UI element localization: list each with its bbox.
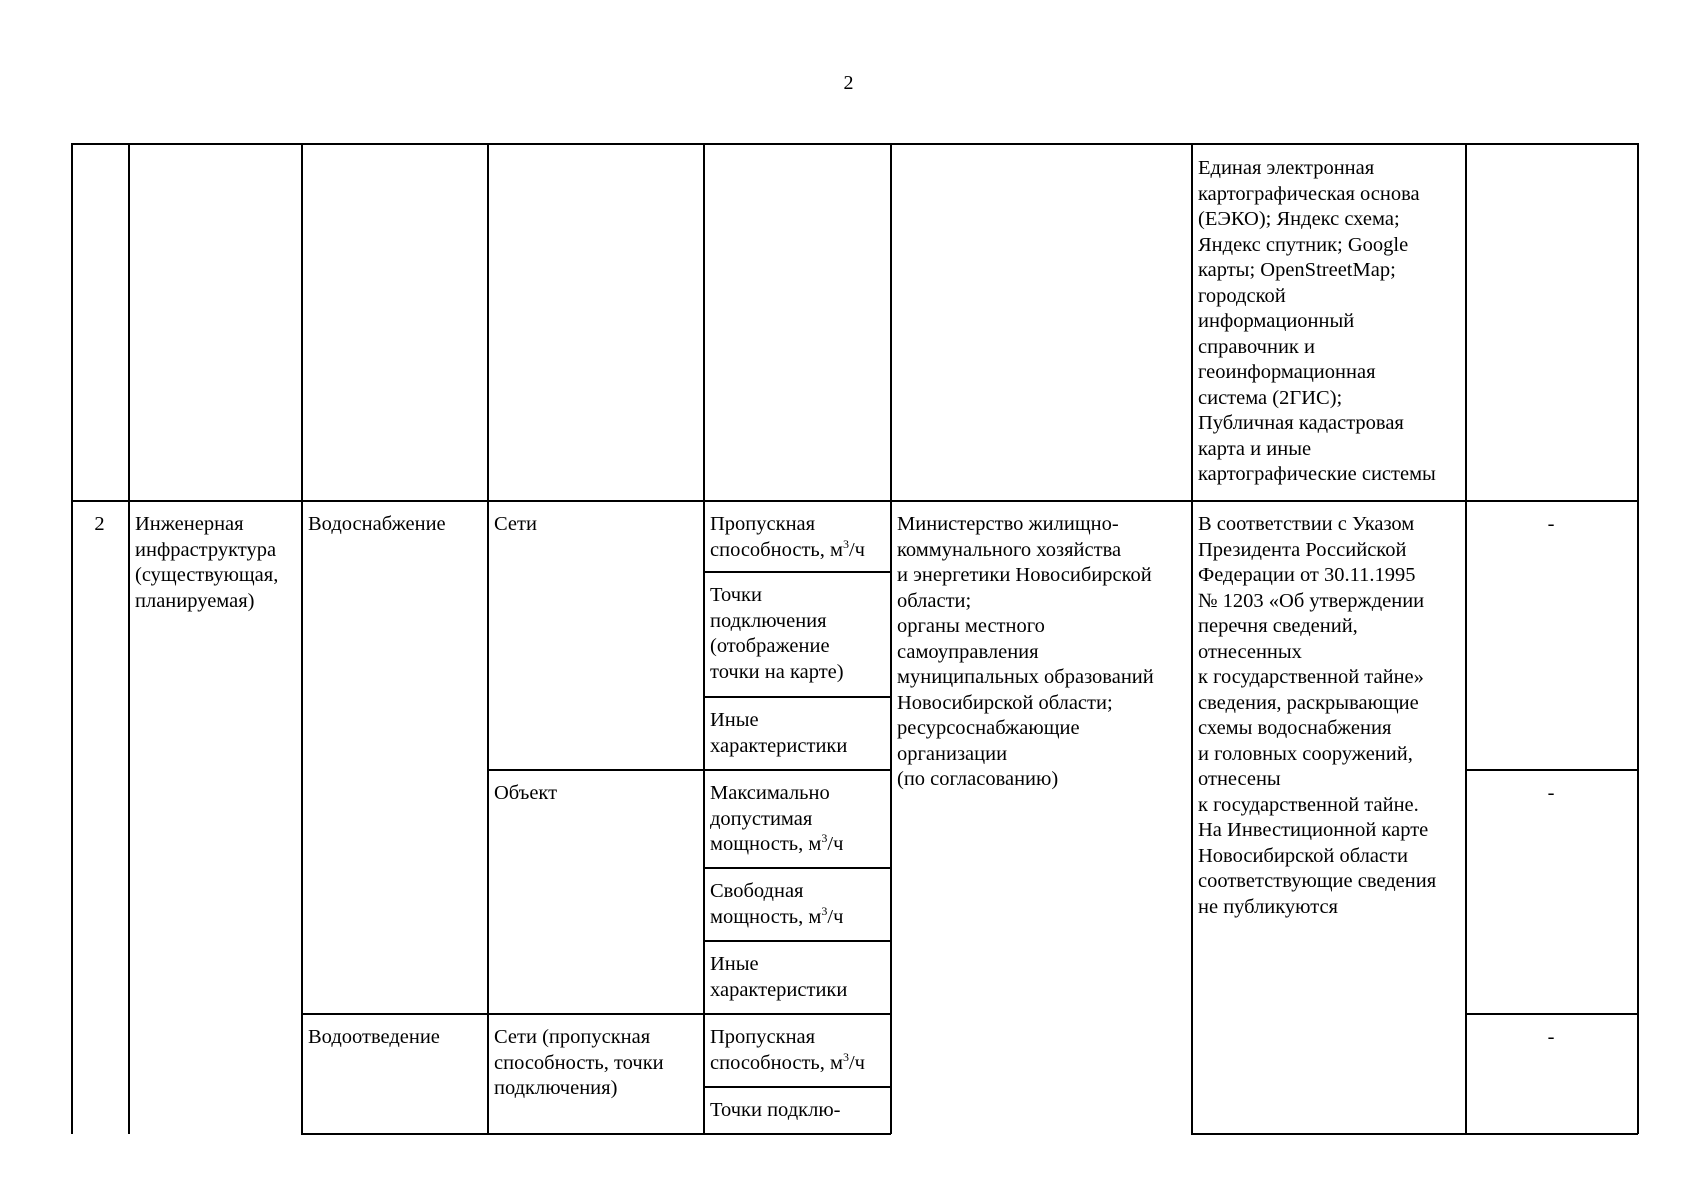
column-divider [71,143,73,1134]
drainage-capacity-cell: Пропускная способность, $м^3/ч$ [710,1026,865,1074]
responsible-cell: Министерство жилищно- коммунального хозяйства и энергетики Новосибирской области; органы местного самоуправления муниципальных образований Новосибирской области; ресурсоснабжающие организации (по согласованию) [897,513,1154,790]
dash-cell: - [1547,782,1555,804]
table-right-border [1637,143,1639,1134]
drainage-points-cell: Точки подклю- [710,1099,841,1121]
column-divider [487,143,489,1134]
sources-cell: Единая электронная картографическая основа (ЕЭКО); Яндекс схема; Яндекс спутник; Google карты; OpenStreetMap; городской информационный справочник и геоинформационная система (2ГИС); Публичная кадастровая карта и иные картографические системы [1198,157,1436,485]
drainage-networks-cell: Сети (пропускная способность, точки подключения) [494,1026,664,1099]
row-number: 2 [94,513,105,535]
category-cell: Инженерная инфраструктура (существующая, планируемая) [135,513,279,612]
table-bottom-border [1191,1133,1638,1135]
networks-cell: Сети [494,513,537,535]
max-power-cell: Максимально допустимая мощность, $м^3/ч$ [710,782,844,855]
capacity-cell: Пропускная способность, $м^3/ч$ [710,513,865,561]
dash-cell: - [1547,1026,1555,1048]
page-number: 2 [843,72,854,94]
other-characteristics-cell: Иные характеристики [710,953,848,1001]
connection-points-cell: Точки подключения (отображение точки на карте) [710,584,844,683]
column-divider [301,143,303,1134]
column-divider [128,143,130,1134]
free-power-cell: Свободная мощность, $м^3/ч$ [710,880,844,928]
column-divider [1465,143,1467,1134]
other-characteristics-cell: Иные характеристики [710,709,848,757]
table-bottom-border [301,1133,891,1135]
dash-cell: - [1547,513,1555,535]
legal-basis-cell: В соответствии с Указом Президента Российской Федерации от 30.11.1995 № 1203 «Об утверждении перечня сведений, отнесенных к государственной тайне» сведения, раскрывающие схемы водоснабжения и головных сооружений, отнесены к государственной тайне. На Инвестиционной карте Новосибирской области соответствующие сведения не публикуются [1198,513,1437,918]
water-supply-cell: Водоснабжение [308,513,446,535]
drainage-cell: Водоотведение [308,1026,440,1048]
object-cell: Объект [494,782,558,804]
